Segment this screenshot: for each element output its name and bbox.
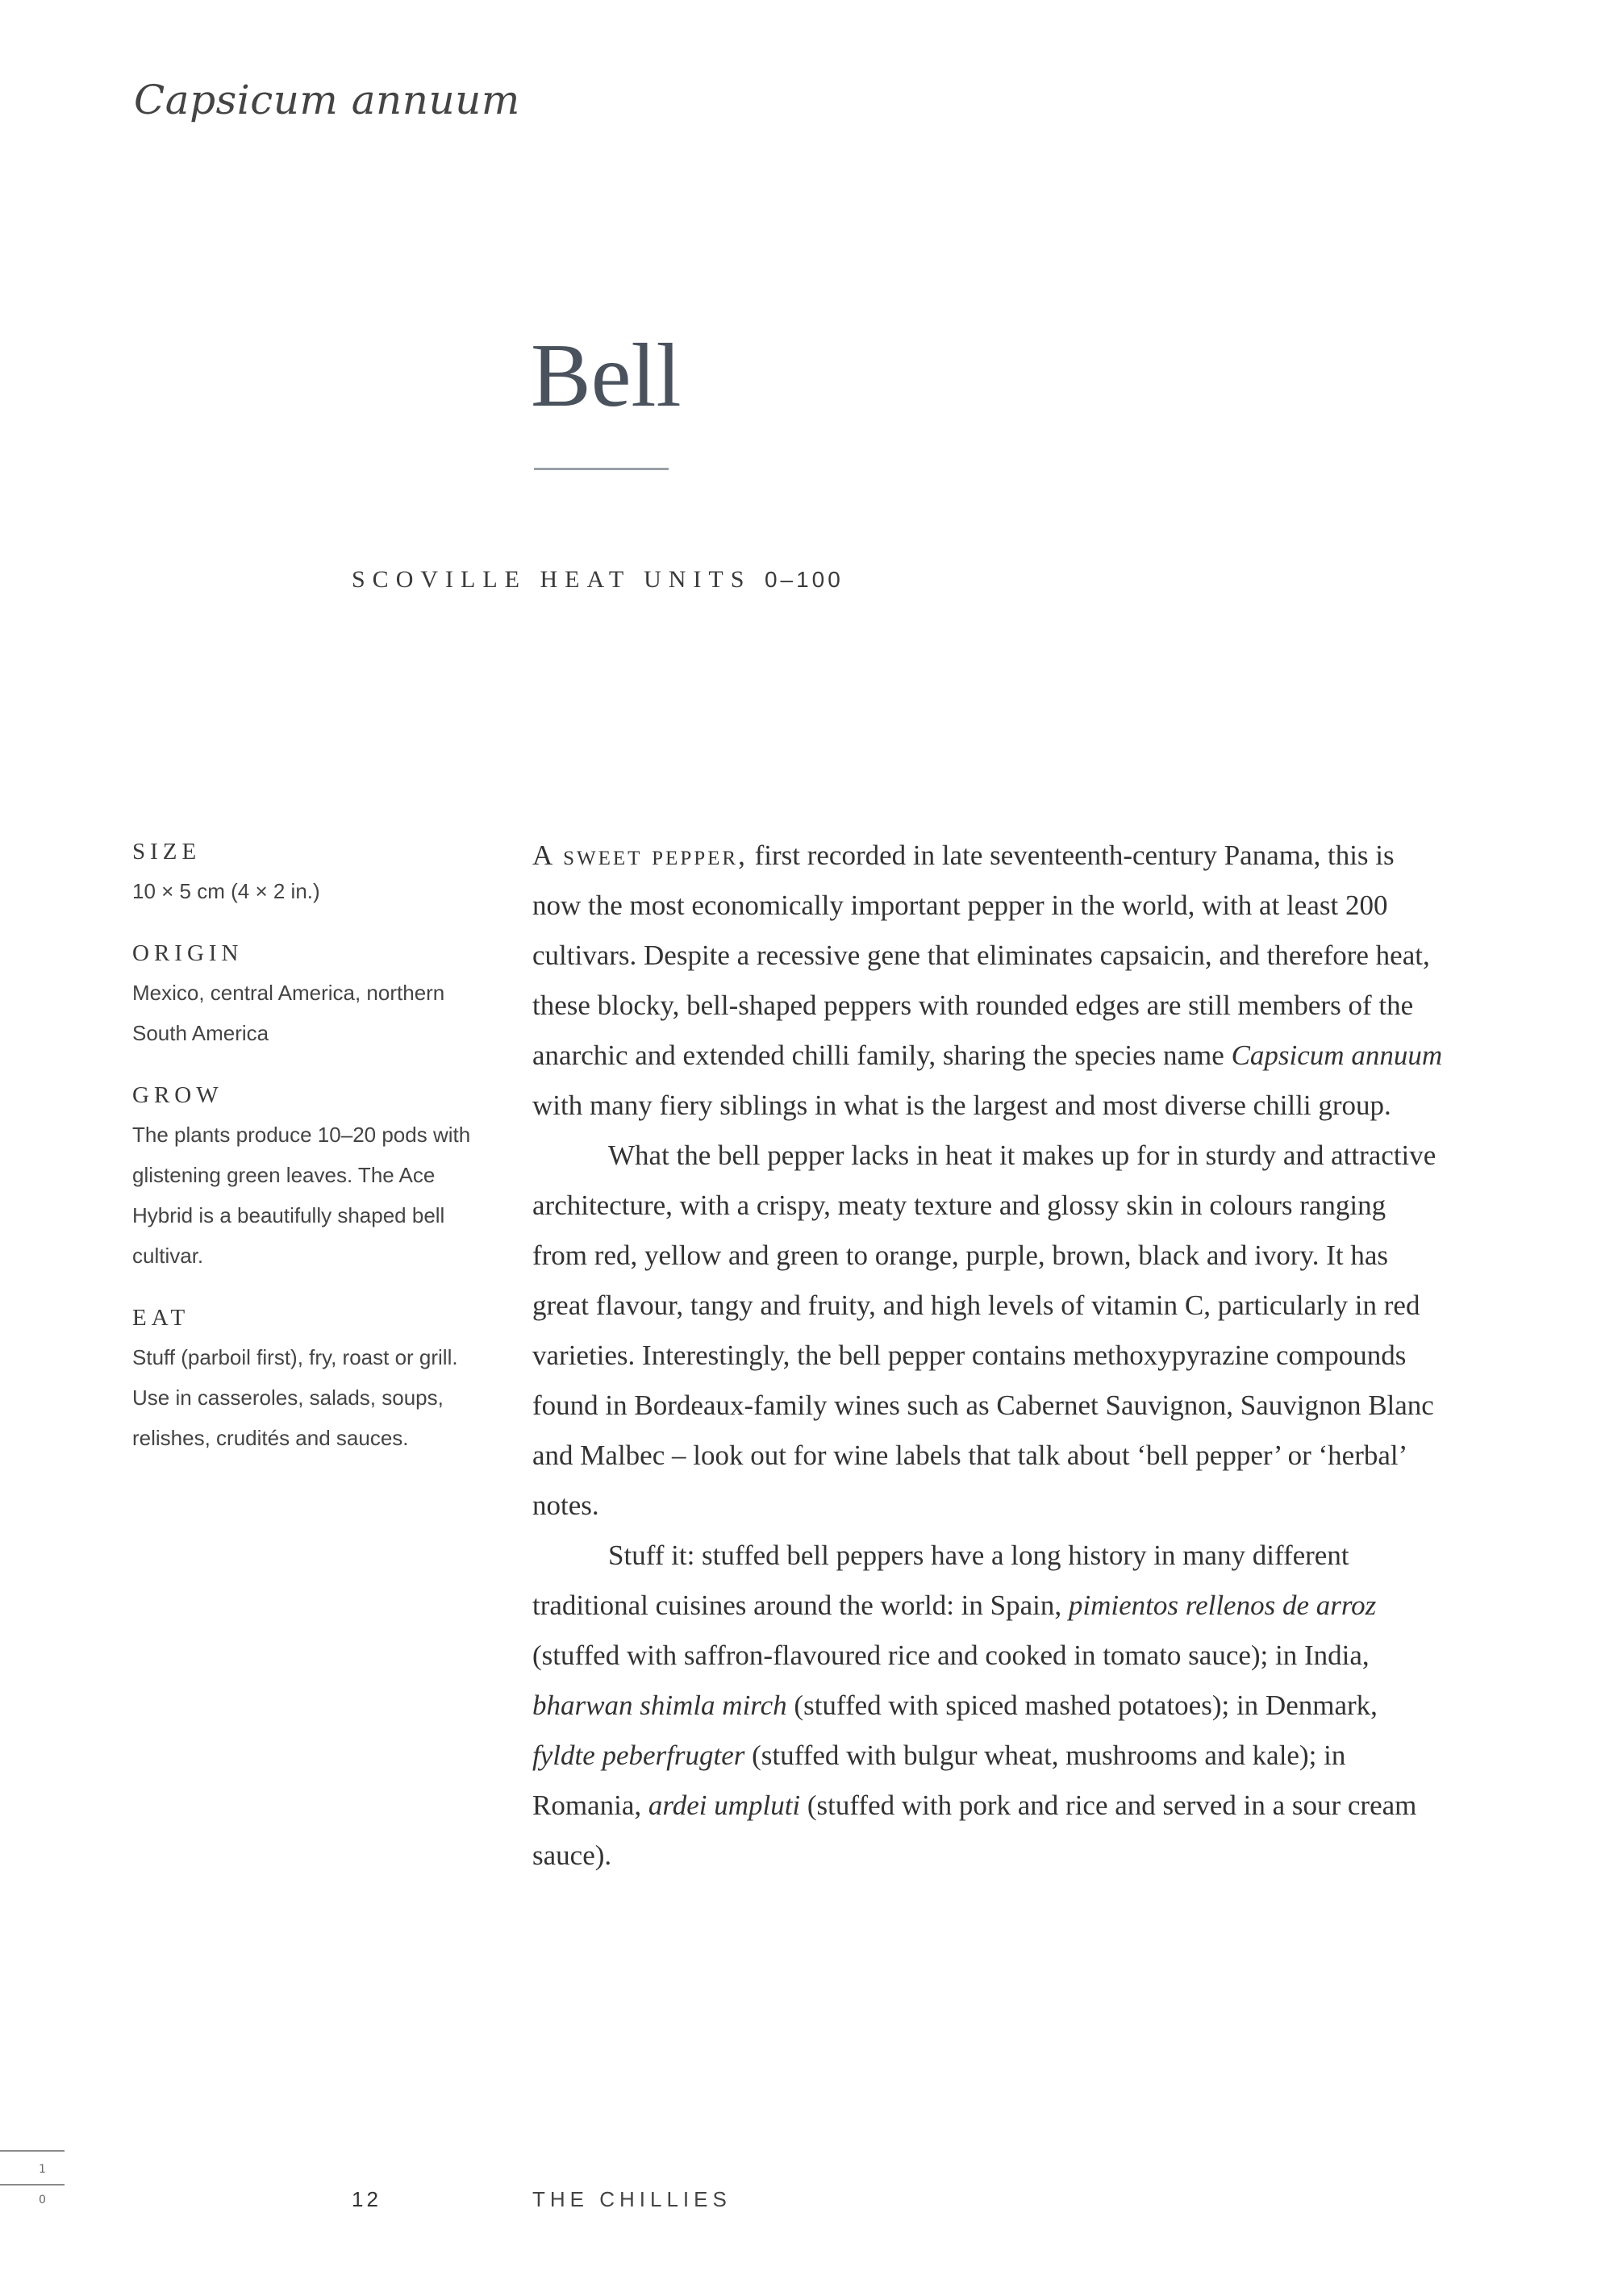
fact-grow [132, 1081, 471, 1276]
scoville-heat-range: 0–100 [764, 567, 844, 592]
dish-name: bharwan shimla mirch [532, 1690, 787, 1721]
fact-text: 10 × 5 cm (4 × 2 in.) [132, 879, 320, 903]
text-run: (stuffed with bulgur wheat, mushrooms and kale); in Romania, [532, 1740, 1346, 1821]
fact-size [132, 837, 471, 911]
text-run: (stuffed with spiced mashed potatoes); in Denmark, [786, 1690, 1378, 1721]
page-number: 12 [352, 2187, 382, 2211]
text-run: first recorded in late seventeenth-century Panama, this is now the most economically important pepper in the world, with at least 200 cultivars. Despite a recessive gene that eliminates capsaicin, and therefore heat, these blocky, bell-shaped peppers with rounded edges are still members of the anarchic and extended chilli family, sharing the species name [532, 840, 1430, 1071]
edge-digit: 1 [39, 2163, 46, 2176]
title-divider [534, 468, 669, 470]
fact-label: EAT [132, 1305, 190, 1331]
fact-label: SIZE [132, 839, 202, 865]
text-run: Stuff it: stuffed bell peppers have a long history in many different traditional cuisines around the world: in Spain, [532, 1540, 1349, 1621]
dish-name: ardei umpluti [648, 1790, 801, 1821]
fact-label: ORIGIN [132, 940, 244, 966]
page-title: Bell [531, 326, 682, 426]
fact-eat [132, 1303, 471, 1458]
dish-name: fyldte peberfrugter [532, 1740, 745, 1771]
scoville-heat-line [352, 566, 844, 594]
species-emphasis: Capsicum annuum [1231, 1040, 1443, 1071]
body-paragraph-3 [532, 1531, 1444, 1881]
fact-label: GROW [132, 1082, 223, 1108]
scoville-heat-label: SCOVILLE HEAT UNITS [352, 566, 752, 593]
edge-digit: 0 [39, 2194, 46, 2206]
dish-name: pimientos rellenos de arroz [1068, 1590, 1377, 1621]
facts-sidebar [132, 837, 471, 1486]
fact-origin [132, 939, 471, 1053]
text-run: (stuffed with pork and rice and served in a sour cream sauce). [532, 1790, 1417, 1871]
species-name: Capsicum annuum [134, 77, 520, 123]
fact-text: The plants produce 10–20 pods with glistening green leaves. The Ace Hybrid is a beautifully shaped bell cultivar. [132, 1123, 471, 1268]
body-paragraph-2: What the bell pepper lacks in heat it makes up for in sturdy and attractive architecture, with a crispy, meaty texture and glossy skin in colours ranging from red, yellow and green to orange, purple, brown, black and ivory. It has great flavour, tangy and fruity, and high levels of vitamin C, particularly in red varieties. Interestingly, the bell pepper contains methoxypyrazine compounds found in Bordeaux-family wines such as Cabernet Sauvignon, Sauvignon Blanc and Malbec – look out for wine labels that talk about ‘bell pepper’ or ‘herbal’ notes. [532, 1140, 1436, 1521]
fact-text: Stuff (parboil first), fry, roast or grill. Use in casseroles, salads, soups, relishes, crudités and sauces. [132, 1345, 458, 1450]
text-run: with many fiery siblings in what is the largest and most diverse chilli group. [532, 1090, 1391, 1121]
body-text [532, 831, 1444, 1881]
lead-in: A sweet pepper, [532, 840, 748, 871]
edge-line [0, 2184, 65, 2186]
edge-line [0, 2150, 65, 2152]
edge-mark [0, 2145, 65, 2218]
running-head: THE CHILLIES [532, 2187, 732, 2211]
text-run: (stuffed with saffron-flavoured rice and cooked in tomato sauce); in India, [532, 1640, 1370, 1671]
fact-text: Mexico, central America, northern South America [132, 981, 445, 1045]
body-paragraph-1 [532, 831, 1444, 1131]
